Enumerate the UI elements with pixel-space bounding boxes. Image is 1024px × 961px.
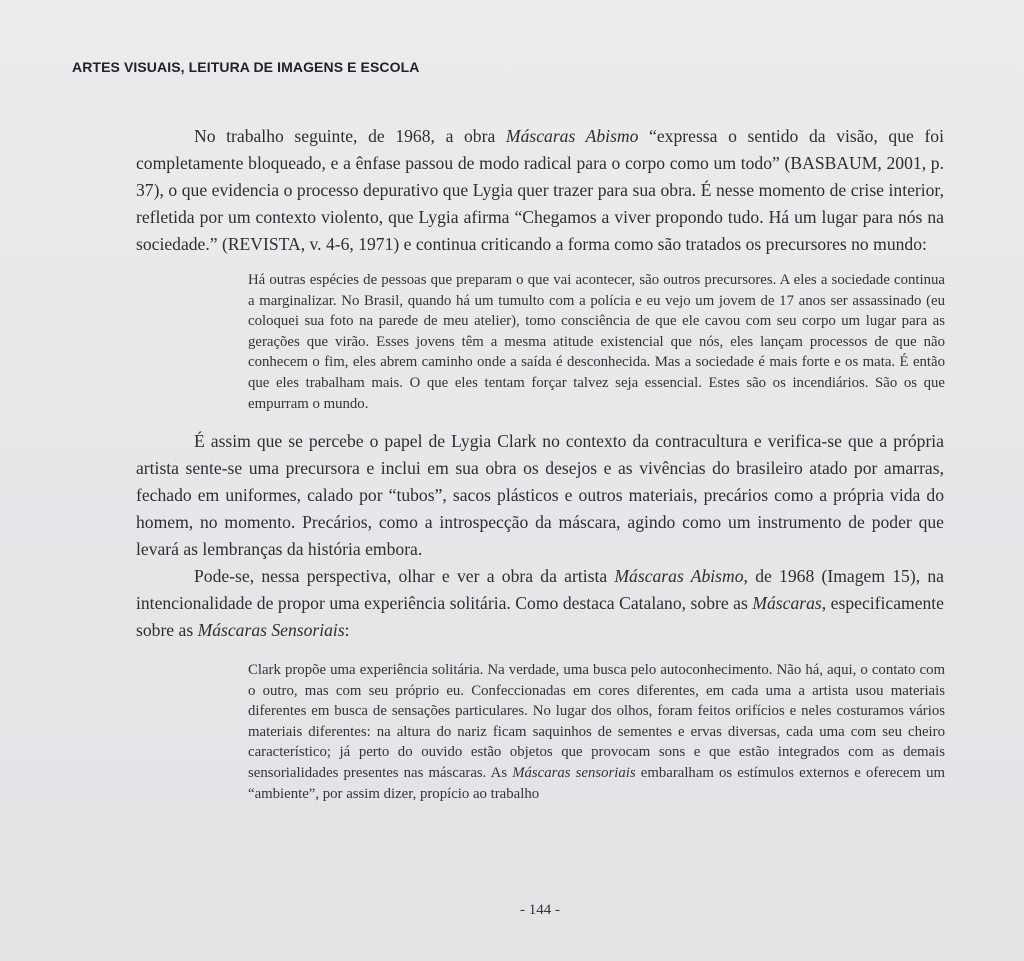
- running-header: ARTES VISUAIS, LEITURA DE IMAGENS E ESCOLA: [72, 59, 420, 75]
- italic-title: Máscaras: [752, 593, 822, 613]
- block-quote-2-text: Clark propõe uma experiência solitária. Na verdade, uma busca pelo autoconhecimento. Não há, aqui, o contato com o outro, mas com seu próprio eu. Confeccionadas em cores diferentes, em cada uma a artista usou materiais diferentes em busca de sensações particulares. No lugar dos olhos, foram feitos orifícios e neles costuramos vários materiais diferentes: na altura do nariz ficam saquinhos de sementes e ervas diversas, cada uma com seu cheiro característico; já perto do ouvido estão objetos que provocam sons e que estão integrados com as demais sensorialidades presentes nas máscaras. As Máscaras sensoriais embaralham os estímulos externos e oferecem um “ambiente”, por assim dizer, propício ao trabalho: [248, 662, 945, 802]
- italic-title: Máscaras Abismo: [614, 566, 744, 586]
- paragraph-2: É assim que se percebe o papel de Lygia Clark no contexto da contracultura e verifica-se que a própria artista sente-se uma precursora e inclui em sua obra os desejos e as vivências do brasileiro atado por amarras, fechado em uniformes, calado por “tubos”, sacos plásticos e outros materiais, precários como a própria vida do homem, no momento. Precários, como a introspecção da máscara, agindo como um instrumento de poder que levará as lembranças da história embora.: [136, 431, 944, 559]
- paragraph-1: [136, 123, 944, 258]
- italic-title: Máscaras sensoriais: [512, 764, 636, 781]
- italic-title: Máscaras Sensoriais: [197, 620, 345, 640]
- paragraph-2-3: [136, 428, 944, 644]
- block-quote-1: [248, 270, 945, 414]
- block-quote-1-text: Há outras espécies de pessoas que preparam o que vai acontecer, são outros precursores. A eles a sociedade continua a marginalizar. No Brasil, quando há um tumulto com a polícia e eu vejo um jovem de 17 anos ser assassinado (eu coloquei sua foto na parede de meu atelier), tomo consciência de que ele cavou com seu corpo um lugar para as gerações que virão. Esses jovens têm a mesma atitude existencial que nós, eles lançam processos de que não conhecem o fim, eles abrem caminho onde a saída é desconhecida. Mas a sociedade é mais forte e os mata. É então que eles trabalham mais. O que eles tentam forçar talvez seja essencial. Estes são os incendiários. São os que empurram o mundo.: [248, 272, 945, 412]
- italic-title: Máscaras Abismo: [505, 126, 639, 146]
- block-quote-2: [248, 660, 945, 804]
- page-number: - 144 -: [520, 902, 560, 918]
- paragraph-1-text: No trabalho seguinte, de 1968, a obra Máscaras Abismo “expressa o sentido da visão, que foi completamente bloqueado, e a ênfase passou de modo radical para o corpo como um todo” (BASBAUM, 2001, p. 37), o que evidencia o processo depurativo que Lygia quer trazer para sua obra. É nesse momento de crise interior, refletida por um contexto violento, que Lygia afirma “Chegamos a viver propondo tudo. Há um lugar para nós na sociedade.” (REVISTA, v. 4-6, 1971) e continua criticando a forma como são tratados os precursores no mundo:: [136, 126, 944, 254]
- paragraph-3: Pode-se, nessa perspectiva, olhar e ver a obra da artista Máscaras Abismo, de 1968 (Imagem 15), na intencionalidade de propor uma experiência solitária. Como destaca Catalano, sobre as Máscaras, especificamente sobre as Máscaras Sensoriais:: [136, 566, 944, 640]
